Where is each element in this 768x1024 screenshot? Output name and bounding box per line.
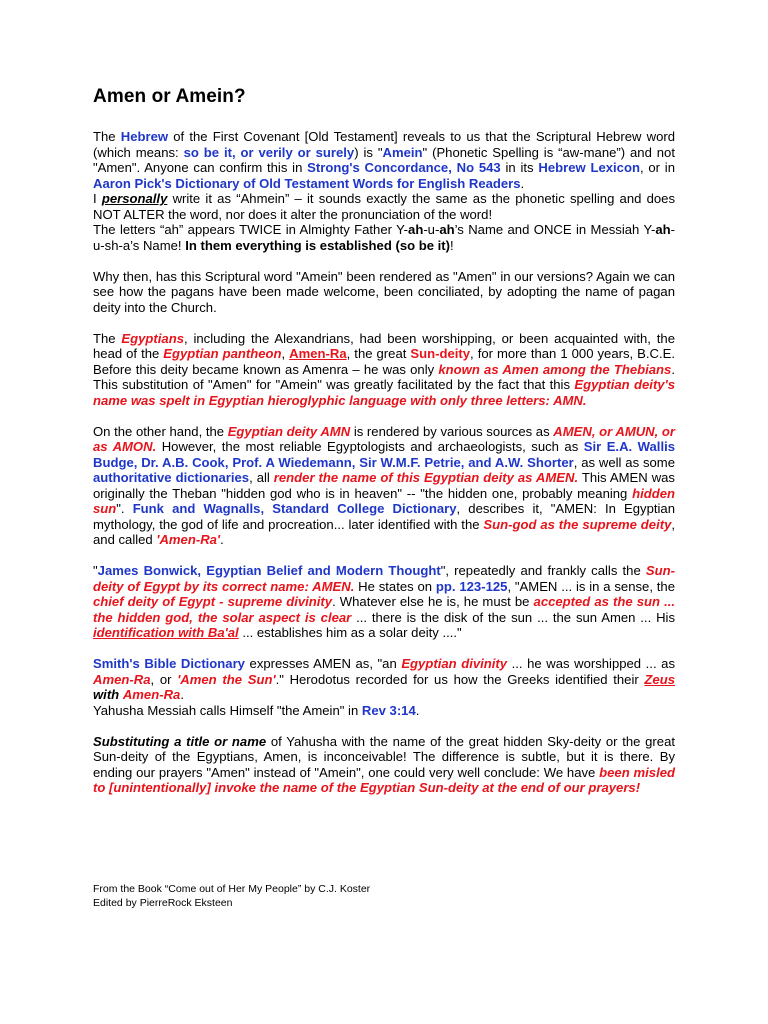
text: The [93, 129, 121, 144]
accepted-emphasis: accepted as the sun ... the hidden god, the solar aspect is clear [93, 594, 675, 625]
text: . [415, 702, 420, 718]
text: He states on [354, 578, 436, 594]
ah-emphasis: ah [408, 222, 424, 237]
strongs-reference: Strong's Concordance, No 543 [307, 160, 501, 175]
dictionaries-reference: authoritative dictionaries [93, 470, 250, 485]
amen-ra-emphasis: Amen-Ra [289, 346, 347, 361]
hebrew-term: Hebrew [120, 129, 169, 144]
divinity-emphasis: Egyptian divinity [401, 656, 508, 671]
sun-god-emphasis: Sun-god as the supreme deity [483, 516, 672, 532]
pantheon-emphasis: Egyptian pantheon [163, 346, 282, 361]
text: The letters “ah” appears TWICE in Almighty Father Y- [93, 222, 409, 237]
funk-reference: Funk and Wagnalls, Standard College Dictionary [132, 501, 457, 516]
baal-emphasis: identification with Ba'al [93, 625, 239, 640]
text: . Whatever else he is, he must be [332, 594, 534, 609]
established-emphasis: In them everything is established (so be it) [185, 237, 451, 253]
text: I [93, 191, 102, 206]
text: expresses AMEN as, "an [244, 656, 402, 671]
paragraph-hebrew [93, 129, 675, 191]
text: write it as “Ahmein” – it sounds exactly the same as the phonetic spelling and does NOT ALTER the word, nor does it alter the pronunciation of the word! [93, 191, 676, 222]
lexicon-reference: Hebrew Lexicon [538, 160, 640, 175]
paragraph-smith [93, 656, 675, 703]
text: ... there is the disk of the sun ... the sun Amen ... His [351, 609, 675, 625]
text: On the other hand, the [93, 423, 228, 439]
text: ." Herodotus recorded for us how the Greeks identified their [275, 671, 645, 687]
text: , including the Alexandrians, had been worshipping, or been acquainted with, the head of the [93, 330, 675, 361]
deity-amn-emphasis: Egyptian deity AMN [227, 423, 351, 439]
paragraph-letters [93, 222, 675, 253]
correct-name-emphasis: Sun-deity of Egypt by its correct name: AMEN. [93, 563, 675, 594]
text: , as well as some [573, 454, 675, 470]
zeus-emphasis: Zeus [644, 671, 675, 687]
document-body [93, 129, 675, 796]
sun-deity-emphasis: Sun-deity [410, 346, 471, 361]
text: of Yahusha with the name of the great hidden Sky-deity or the great Sun-deity of the Egyptians, Amen, is inconceivable! The difference is subtle, but it is there. By ending our prayers "Amen" instead of "Amein", one could very well conclude: We have [93, 733, 675, 780]
footer-source: From the Book “Come out of Her My People” by C.J. Koster [93, 883, 371, 895]
ah-emphasis: ah [439, 222, 455, 237]
with-emphasis: with [93, 687, 120, 702]
text: of the First Covenant [Old Testament] reveals to us that the Scriptural Hebrew word (which means: [93, 129, 675, 160]
amen-ra-emphasis: Amen-Ra [122, 687, 181, 702]
text: , [281, 346, 290, 361]
text: in its [500, 160, 539, 175]
paragraph-personally [93, 191, 675, 222]
hidden-sun-emphasis: hidden sun [93, 485, 675, 516]
aaron-reference: Aaron Pick's Dictionary of Old Testament Words for English Readers [93, 175, 521, 191]
text: . [220, 532, 224, 547]
meaning-phrase: so be it, or verily or surely [183, 144, 355, 160]
footer-credits [93, 882, 370, 910]
text: is rendered by various sources as [350, 423, 554, 439]
ah-emphasis: ah [655, 222, 671, 237]
text: " (Phonetic Spelling is “aw-mane”) and not "Amen". Anyone can confirm this in [93, 144, 675, 175]
render-emphasis: render the name of this Egyptian deity as AMEN. [273, 470, 579, 485]
hieroglyphic-emphasis: Egyptian deity's name was spelt in Egyptian hieroglyphic language with only three letters: AMN. [93, 377, 675, 408]
footer-editor: Edited by PierreRock Eksteen [93, 897, 233, 909]
paragraph-why: Why then, has this Scriptural word "Amein" been rendered as "Amen" in our versions? Again we can see how the pagans have been made welcome, been conciliated, by adopting the name of pagan deity into the Church. [93, 268, 675, 315]
paragraph-substituting [93, 734, 675, 796]
paragraph-rev [93, 703, 675, 719]
rev-reference: Rev 3:14 [361, 702, 416, 718]
paragraph-bonwick [93, 563, 675, 641]
amen-ra-emphasis: Amen-Ra [93, 671, 151, 687]
text: ! [450, 237, 454, 253]
text: However, the most reliable Egyptologists and archaeologists, such as [156, 439, 584, 454]
text: . [520, 175, 525, 191]
text: Yahusha Messiah calls Himself "the Amein" in [93, 702, 362, 718]
text: ", repeatedly and frankly calls the [440, 563, 646, 578]
text: The [93, 330, 122, 346]
text: , "AMEN ... is in a sense, the [507, 578, 675, 594]
text: . This substitution of "Amen" for "Amein" was greatly facilitated by the fact that this [93, 361, 675, 392]
thebians-emphasis: known as Amen among the Thebians [438, 361, 672, 377]
text: , describes it, "AMEN: In Egyptian mythology, the god of life and procreation... later identified with the [93, 501, 675, 532]
text: ) is " [354, 144, 383, 160]
amen-sun-emphasis: 'Amen the Sun' [177, 671, 276, 687]
smith-reference: Smith's Bible Dictionary [93, 656, 245, 671]
bonwick-reference: James Bonwick, Egyptian Belief and Modern Thought [97, 563, 441, 578]
paragraph-other-hand [93, 424, 675, 548]
paragraph-egyptians [93, 331, 675, 409]
amein-term: Amein [382, 144, 423, 160]
egyptians-emphasis: Egyptians [121, 330, 184, 346]
text: , or [150, 671, 178, 687]
text: ’s Name and ONCE in Messiah Y- [454, 222, 656, 237]
pages-reference: pp. 123-125 [435, 578, 508, 594]
personally-emphasis: personally [101, 191, 168, 206]
amen-ra-emphasis: 'Amen-Ra' [156, 532, 221, 547]
text: This AMEN was originally the Theban "hidden god who is in heaven" -- "the hidden one, probably meaning [93, 470, 675, 501]
text: , all [249, 470, 274, 485]
text: ... he was worshipped ... as [507, 656, 675, 671]
text: . [180, 687, 184, 702]
text: -u-sh-a’s Name! [93, 222, 675, 253]
text: -u- [423, 222, 440, 237]
text: " [93, 563, 98, 578]
misled-emphasis: been misled to [unintentionally] invoke the name of the Egyptian Sun-deity at the end of our prayers! [93, 764, 675, 795]
scholars-reference: Sir E.A. Wallis Budge, Dr. A.B. Cook, Prof. A Wiedemann, Sir W.M.F. Petrie, and A.W. Shorter [93, 439, 676, 470]
text: , or in [639, 160, 676, 175]
text: , and called [93, 516, 675, 547]
chief-deity-emphasis: chief deity of Egypt - supreme divinity [93, 594, 333, 609]
text: , for more than 1 000 years, B.C.E. Before this deity became known as Amenra – he was only [93, 346, 675, 377]
amun-emphasis: AMEN, or AMUN, or as AMON. [93, 423, 676, 454]
text: ... establishes him as a solar deity ...." [238, 625, 462, 640]
page-title: Amen or Amein? [93, 86, 246, 107]
text: , the great [346, 346, 411, 361]
text: ". [116, 501, 133, 516]
substituting-emphasis: Substituting a title or name [93, 733, 267, 749]
